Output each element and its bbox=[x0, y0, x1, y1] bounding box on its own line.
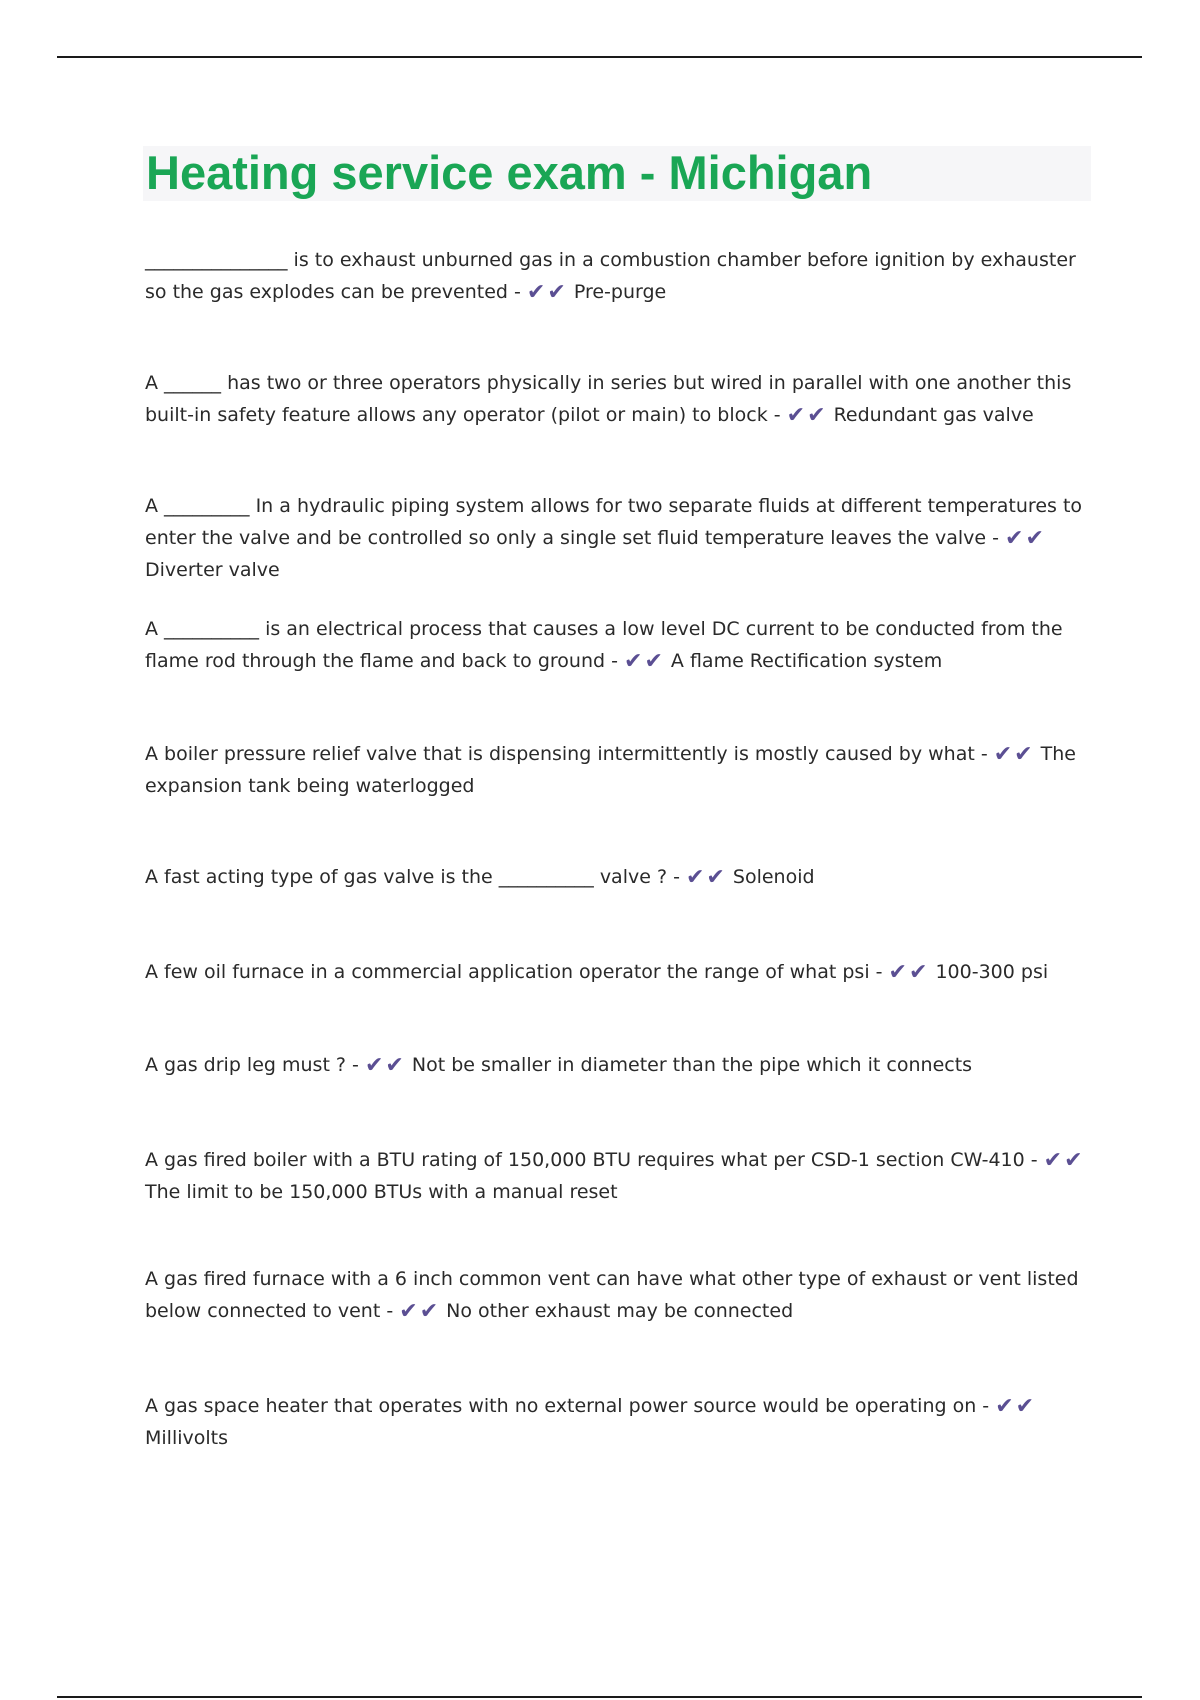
check-icon: ✔ bbox=[624, 649, 643, 674]
answer-marker bbox=[527, 281, 568, 303]
check-icon: ✔ bbox=[888, 960, 907, 985]
check-icon: ✔ bbox=[786, 403, 806, 428]
bottom-rule bbox=[57, 1696, 1142, 1698]
answer-marker bbox=[787, 404, 828, 426]
qa-answer: The expansion tank being waterlogged bbox=[145, 743, 1076, 797]
qa-question: A gas fired furnace with a 6 inch common vent can have what other type of exhaust or vent listed below connected to vent - bbox=[145, 1268, 1079, 1322]
qa-item bbox=[145, 367, 1095, 431]
qa-item bbox=[145, 490, 1095, 586]
check-icon: ✔ bbox=[399, 1299, 418, 1324]
qa-question: A _________ In a hydraulic piping system allows for two separate fluids at different temperatures to enter the valve and be controlled so only a single set fluid temperature leaves the valve - bbox=[145, 495, 1083, 549]
qa-answer: Pre-purge bbox=[573, 281, 667, 303]
qa-question: _______________ is to exhaust unburned gas in a combustion chamber before ignition by exhauster so the gas explodes can be prevented - bbox=[145, 249, 1076, 303]
qa-item bbox=[145, 1390, 1095, 1454]
answer-marker bbox=[994, 743, 1035, 765]
check-icon: ✔ bbox=[1014, 742, 1033, 767]
qa-item bbox=[145, 1144, 1095, 1208]
answer-marker bbox=[686, 866, 727, 888]
top-rule bbox=[57, 56, 1142, 58]
check-icon: ✔ bbox=[385, 1053, 404, 1078]
qa-answer: A flame Rectification system bbox=[670, 650, 943, 672]
qa-answer: Diverter valve bbox=[145, 559, 280, 581]
qa-item bbox=[145, 244, 1095, 308]
check-icon: ✔ bbox=[1064, 1148, 1083, 1173]
check-icon: ✔ bbox=[1015, 1394, 1035, 1419]
page-title: Heating service exam - Michigan bbox=[146, 146, 873, 199]
qa-answer: Not be smaller in diameter than the pipe which it connects bbox=[411, 1054, 973, 1076]
qa-answer: Millivolts bbox=[145, 1427, 229, 1449]
check-icon: ✔ bbox=[685, 865, 705, 890]
qa-answer: Redundant gas valve bbox=[833, 404, 1034, 426]
answer-marker bbox=[365, 1054, 406, 1076]
qa-question: A ______ has two or three operators physically in series but wired in parallel with one another this built-in safety feature allows any operator (pilot or main) to block - bbox=[145, 372, 1072, 426]
qa-question: A gas drip leg must ? - bbox=[145, 1054, 359, 1076]
qa-question: A fast acting type of gas valve is the __________ valve ? - bbox=[145, 866, 680, 888]
check-icon: ✔ bbox=[1005, 526, 1024, 551]
qa-item bbox=[145, 956, 1095, 988]
check-icon: ✔ bbox=[995, 1394, 1014, 1419]
check-icon: ✔ bbox=[807, 403, 826, 428]
answer-marker bbox=[889, 961, 930, 983]
qa-item bbox=[145, 1263, 1095, 1327]
qa-question: A few oil furnace in a commercial application operator the range of what psi - bbox=[145, 961, 883, 983]
answer-marker bbox=[1044, 1149, 1085, 1171]
check-icon: ✔ bbox=[908, 960, 928, 985]
check-icon: ✔ bbox=[644, 649, 663, 674]
check-icon: ✔ bbox=[706, 865, 725, 890]
qa-question: A gas fired boiler with a BTU rating of 150,000 BTU requires what per CSD-1 section CW-410 - bbox=[145, 1149, 1038, 1171]
answer-marker bbox=[624, 650, 665, 672]
qa-item bbox=[145, 738, 1095, 802]
qa-answer: No other exhaust may be connected bbox=[446, 1300, 794, 1322]
check-icon: ✔ bbox=[526, 280, 546, 305]
qa-item bbox=[145, 613, 1095, 677]
qa-answer: The limit to be 150,000 BTUs with a manual reset bbox=[145, 1181, 618, 1203]
qa-answer: Solenoid bbox=[732, 866, 815, 888]
check-icon: ✔ bbox=[547, 280, 566, 305]
check-icon: ✔ bbox=[993, 742, 1013, 767]
qa-answer: 100-300 psi bbox=[935, 961, 1049, 983]
qa-question: A boiler pressure relief valve that is dispensing intermittently is mostly caused by what - bbox=[145, 743, 988, 765]
answer-marker bbox=[399, 1300, 440, 1322]
check-icon: ✔ bbox=[419, 1299, 439, 1324]
answer-marker bbox=[1005, 527, 1046, 549]
qa-item bbox=[145, 861, 1095, 893]
check-icon: ✔ bbox=[1043, 1148, 1063, 1173]
answer-marker bbox=[995, 1395, 1036, 1417]
qa-question: A gas space heater that operates with no external power source would be operating on - bbox=[145, 1395, 990, 1417]
qa-question: A __________ is an electrical process that causes a low level DC current to be conducted from the flame rod through the flame and back to ground - bbox=[145, 618, 1063, 672]
check-icon: ✔ bbox=[1025, 526, 1044, 551]
qa-item bbox=[145, 1049, 1095, 1081]
check-icon: ✔ bbox=[364, 1053, 384, 1078]
